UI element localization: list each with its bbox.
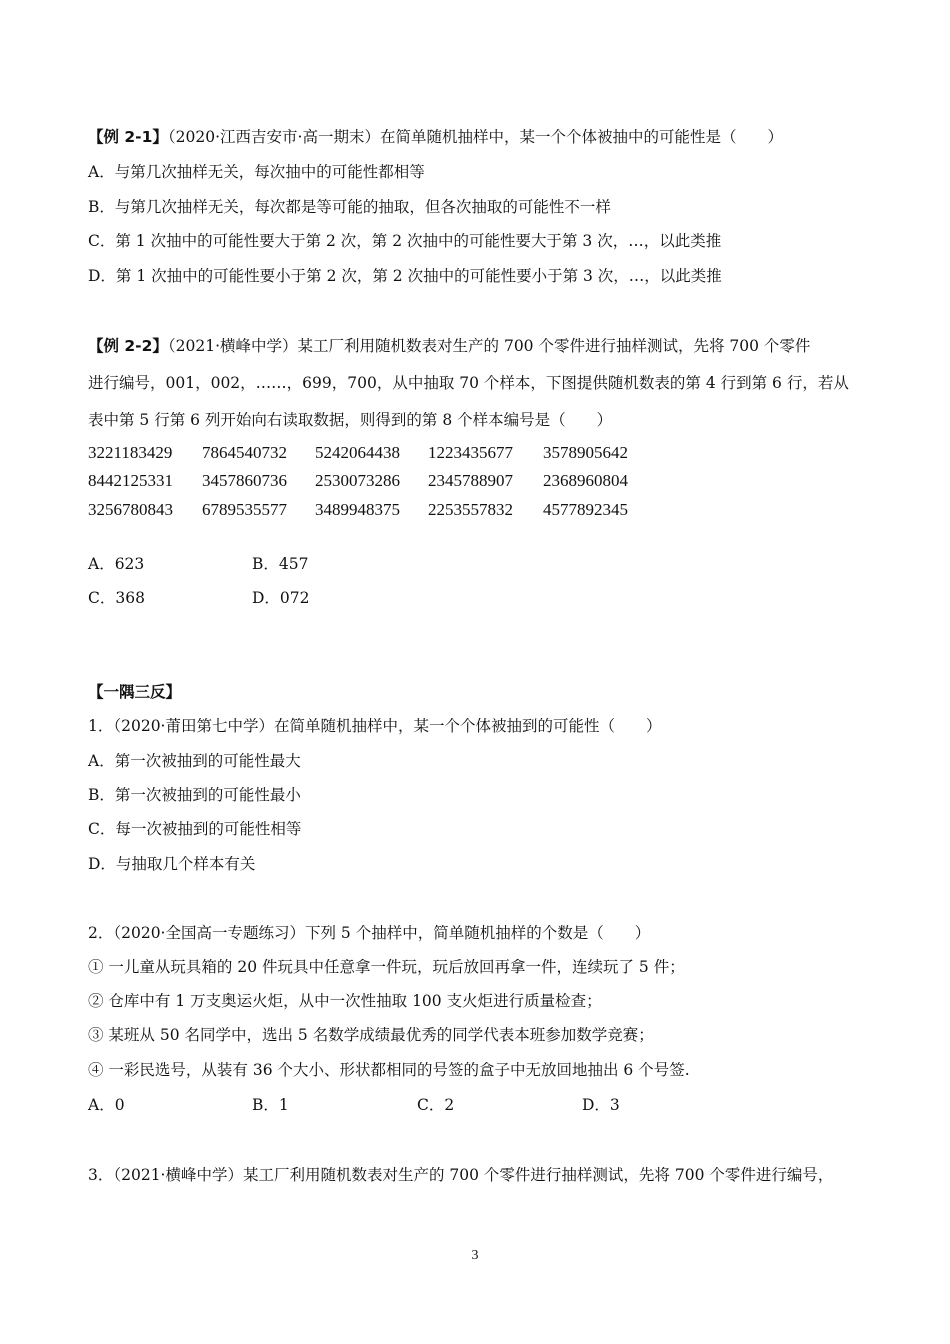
table-cell: 2345788907 <box>428 471 513 490</box>
practice-q1-option-d: D．与抽取几个样本有关 <box>88 855 256 873</box>
example-2-1-stem: （2020·江西吉安市·高一期末）在简单随机抽样中，某一个个体被抽中的可能性是（ ） <box>167 128 783 146</box>
example-2-1-option-a: A．与第几次抽样无关，每次抽中的可能性都相等 <box>88 163 425 181</box>
example-2-1-question <box>88 127 783 147</box>
practice-heading: 【一隅三反】 <box>88 683 182 701</box>
practice-q2-stem: 2．（2020·全国高一专题练习）下列 5 个抽样中，简单随机抽样的个数是（ ） <box>88 924 651 942</box>
example-2-2-stem-line2: 进行编号，001，002，……，699，700，从中抽取 70 个样本，下图提供随机数表的第 4 行到第 6 行，若从 <box>88 374 849 392</box>
example-2-1-option-c: C．第 1 次抽中的可能性要大于第 2 次，第 2 次抽中的可能性要大于第 3 次，…，以此类推 <box>88 232 722 250</box>
practice-q1-option-a: A．第一次被抽到的可能性最大 <box>88 752 301 770</box>
practice-q1-option-c: C．每一次被抽到的可能性相等 <box>88 820 302 838</box>
practice-q2-item-4: ④ 一彩民选号，从装有 36 个大小、形状都相同的号签的盒子中无放回地抽出 6 个号签. <box>88 1061 690 1079</box>
example-2-2-option-c: C．368 <box>88 589 145 607</box>
example-2-2-option-a: A．623 <box>88 555 145 573</box>
practice-q1-stem: 1．（2020·莆田第七中学）在简单随机抽样中，某一个个体被抽到的可能性（ ） <box>88 717 662 735</box>
practice-q2-item-2: ② 仓库中有 1 万支奥运火炬，从中一次性抽取 100 支火炬进行质量检查； <box>88 992 602 1010</box>
table-cell: 3578905642 <box>543 443 628 462</box>
practice-q2-option-c: C．2 <box>417 1096 455 1114</box>
table-cell: 4577892345 <box>543 500 628 519</box>
table-cell: 2253557832 <box>428 500 513 519</box>
table-cell: 6789535577 <box>202 500 287 519</box>
example-2-2-option-d: D．072 <box>252 589 310 607</box>
practice-q2-option-a: A．0 <box>88 1096 125 1114</box>
table-cell: 1223435677 <box>428 443 513 462</box>
practice-q2-option-b: B．1 <box>252 1096 289 1114</box>
example-2-2-question <box>88 336 810 356</box>
example-2-2-option-b: B．457 <box>252 555 309 573</box>
practice-q2-item-3: ③ 某班从 50 名同学中，选出 5 名数学成绩最优秀的同学代表本班参加数学竞赛； <box>88 1026 654 1044</box>
example-2-1-option-d: D．第 1 次抽中的可能性要小于第 2 次，第 2 次抽中的可能性要小于第 3 次，…，以此类推 <box>88 267 722 285</box>
example-2-1-option-b: B．与第几次抽样无关，每次都是等可能的抽取，但各次抽取的可能性不一样 <box>88 198 611 216</box>
example-2-2-stem-line1: （2021·横峰中学）某工厂利用随机数表对生产的 700 个零件进行抽样测试，先将 700 个零件 <box>167 337 811 355</box>
practice-q1-option-b: B．第一次被抽到的可能性最小 <box>88 786 301 804</box>
page-number: 3 <box>471 1248 479 1263</box>
table-cell: 5242064438 <box>315 443 400 462</box>
example-2-2-tag: 【例 2-2】 <box>88 337 168 355</box>
table-cell: 3489948375 <box>315 500 400 519</box>
table-cell: 3221183429 <box>88 443 173 462</box>
table-cell: 3256780843 <box>88 500 173 519</box>
table-cell: 7864540732 <box>202 443 287 462</box>
table-cell: 2368960804 <box>543 471 628 490</box>
table-cell: 2530073286 <box>315 471 400 490</box>
example-2-1-tag: 【例 2-1】 <box>88 128 168 146</box>
table-cell: 8442125331 <box>88 471 173 490</box>
example-2-2-stem-line3: 表中第 5 行第 6 列开始向右读取数据，则得到的第 8 个样本编号是（ ） <box>88 411 613 429</box>
practice-q2-item-1: ① 一儿童从玩具箱的 20 件玩具中任意拿一件玩，玩后放回再拿一件，连续玩了 5 件； <box>88 958 685 976</box>
table-cell: 3457860736 <box>202 471 287 490</box>
practice-q3-stem: 3．（2021·横峰中学）某工厂利用随机数表对生产的 700 个零件进行抽样测试，先将 700 个零件进行编号， <box>88 1166 834 1184</box>
practice-q2-option-d: D．3 <box>582 1096 620 1114</box>
